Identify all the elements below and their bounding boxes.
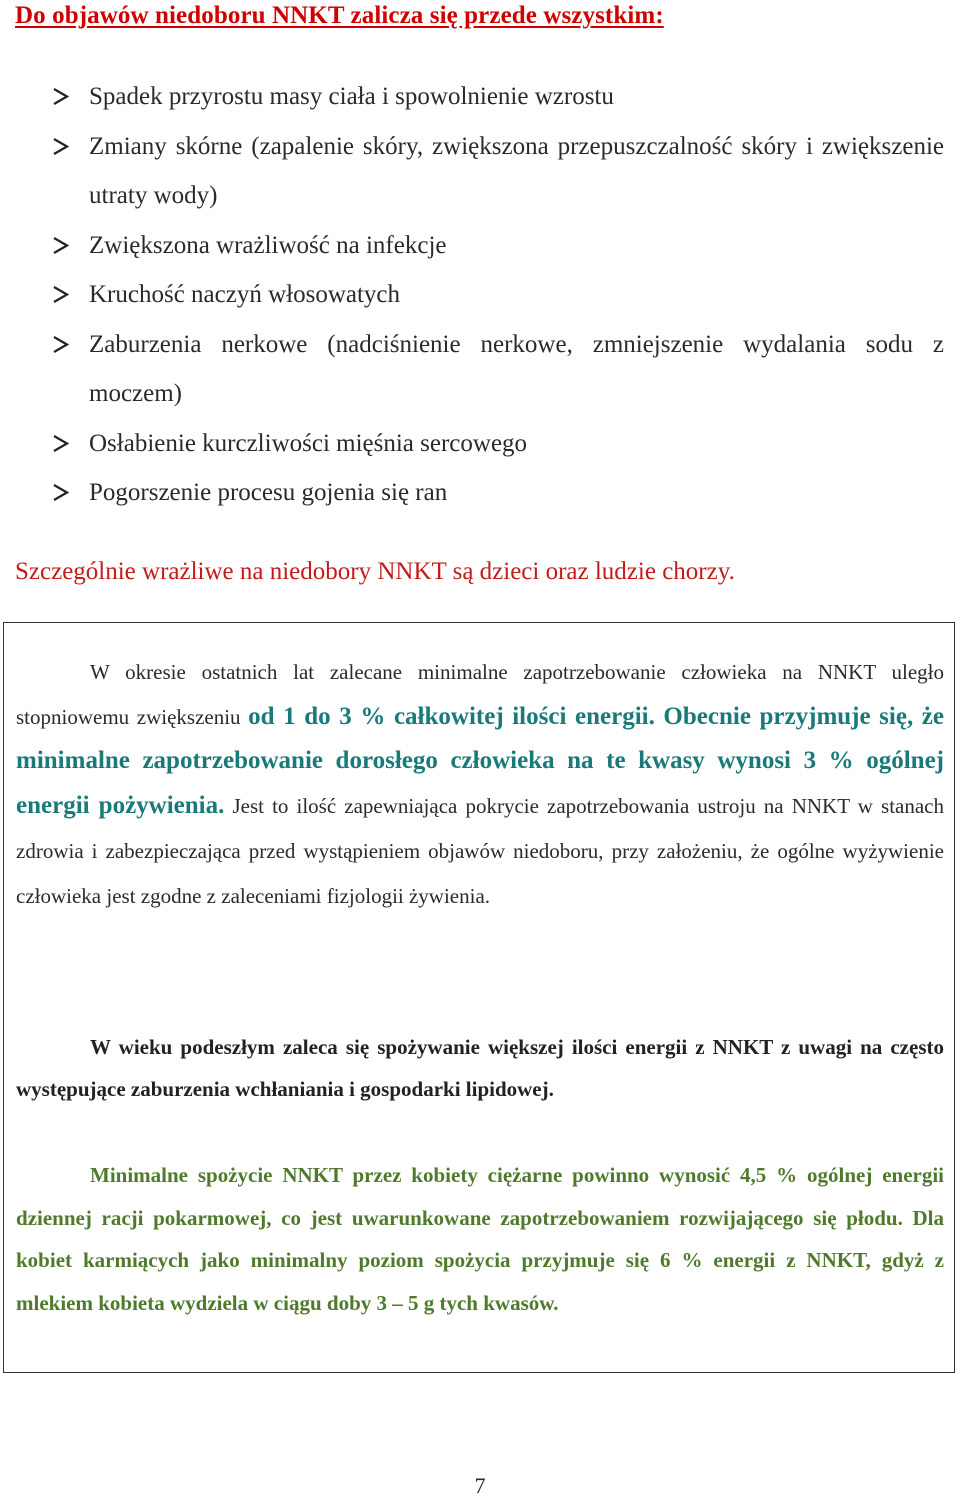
page-heading: Do objawów niedoboru NNKT zalicza się przede wszystkim:: [15, 2, 664, 29]
page-number: 7: [474, 1473, 486, 1498]
symptom-text: Zmiany skórne (zapalenie skóry, zwiększona przepuszczalność skóry i zwiększenie utraty wody): [89, 132, 944, 209]
arrow-bullet-icon: [52, 336, 69, 353]
list-item: [0, 270, 960, 320]
symptom-text: Osłabienie kurczliwości mięśnia sercowego: [89, 429, 528, 457]
arrow-bullet-icon: [52, 88, 69, 105]
arrow-bullet-icon: [52, 237, 69, 254]
list-item: [0, 419, 960, 469]
list-item: [0, 72, 960, 122]
arrow-bullet-icon: [52, 138, 69, 155]
symptom-text: Pogorszenie procesu gojenia się ran: [89, 479, 448, 506]
symptom-text: Zwiększona wrażliwość na infekcje: [89, 231, 447, 259]
arrow-bullet-icon: [52, 435, 69, 452]
requirement-rest: Jest to ilość zapewniająca pokrycie zapotrzebowania ustroju na NNKT w stanach zdrowia i zabezpieczająca przed wystąpieniem objawów niedoboru, przy założeniu, że ogólne wyżywienie człowieka jest zgodne z zaleceniami fizjologii żywienia.: [16, 794, 944, 908]
symptom-text: Zaburzenia nerkowe (nadciśnienie nerkowe, zmniejszenie wydalania sodu z moczem): [89, 330, 944, 407]
arrow-bullet-icon: [52, 286, 69, 303]
arrow-bullet-icon: [52, 484, 69, 501]
requirement-paragraph: [16, 650, 944, 918]
elderly-paragraph: [16, 1026, 944, 1110]
recommendations-box: [3, 622, 955, 1373]
elderly-text: W wieku podeszłym zaleca się spożywanie większej ilości energii z NNKT z uwagi na często występujące zaburzenia wchłaniania i gospodarki lipidowej.: [16, 1035, 944, 1101]
requirement-highlight: od 1 do 3 % całkowitej ilości energii. Obecnie przyjmuje się, że minimalne zapotrzebowanie dorosłego człowieka na te kwasy wynosi 3 % ogólnej energii pożywienia.: [16, 702, 944, 820]
list-item: [0, 122, 960, 221]
requirement-intro: W okresie ostatnich lat zalecane minimalne zapotrzebowanie człowieka na NNKT uległo stopniowemu zwiększeniu: [16, 660, 944, 729]
list-item: [0, 320, 960, 419]
pregnancy-paragraph: [16, 1154, 944, 1324]
vulnerable-groups-note: Szczególnie wrażliwe na niedobory NNKT są dzieci oraz ludzie chorzy.: [15, 558, 735, 585]
list-item: [0, 221, 960, 271]
symptom-text: Spadek przyrostu masy ciała i spowolnienie wzrostu: [89, 83, 614, 110]
symptom-list: [0, 72, 960, 518]
list-item: [0, 468, 960, 518]
symptom-text: Kruchość naczyń włosowatych: [89, 281, 401, 308]
pregnancy-text: Minimalne spożycie NNKT przez kobiety ciężarne powinno wynosić 4,5 % ogólnej energii dziennej racji pokarmowej, co jest uwarunkowane zapotrzebowaniem rozwijającego się płodu. Dla kobiet karmiących jako minimalny poziom spożycia przyjmuje się 6 % energii z NNKT, gdyż z mlekiem kobieta wydziela w ciągu doby 3 – 5 g tych kwasów.: [16, 1163, 944, 1315]
